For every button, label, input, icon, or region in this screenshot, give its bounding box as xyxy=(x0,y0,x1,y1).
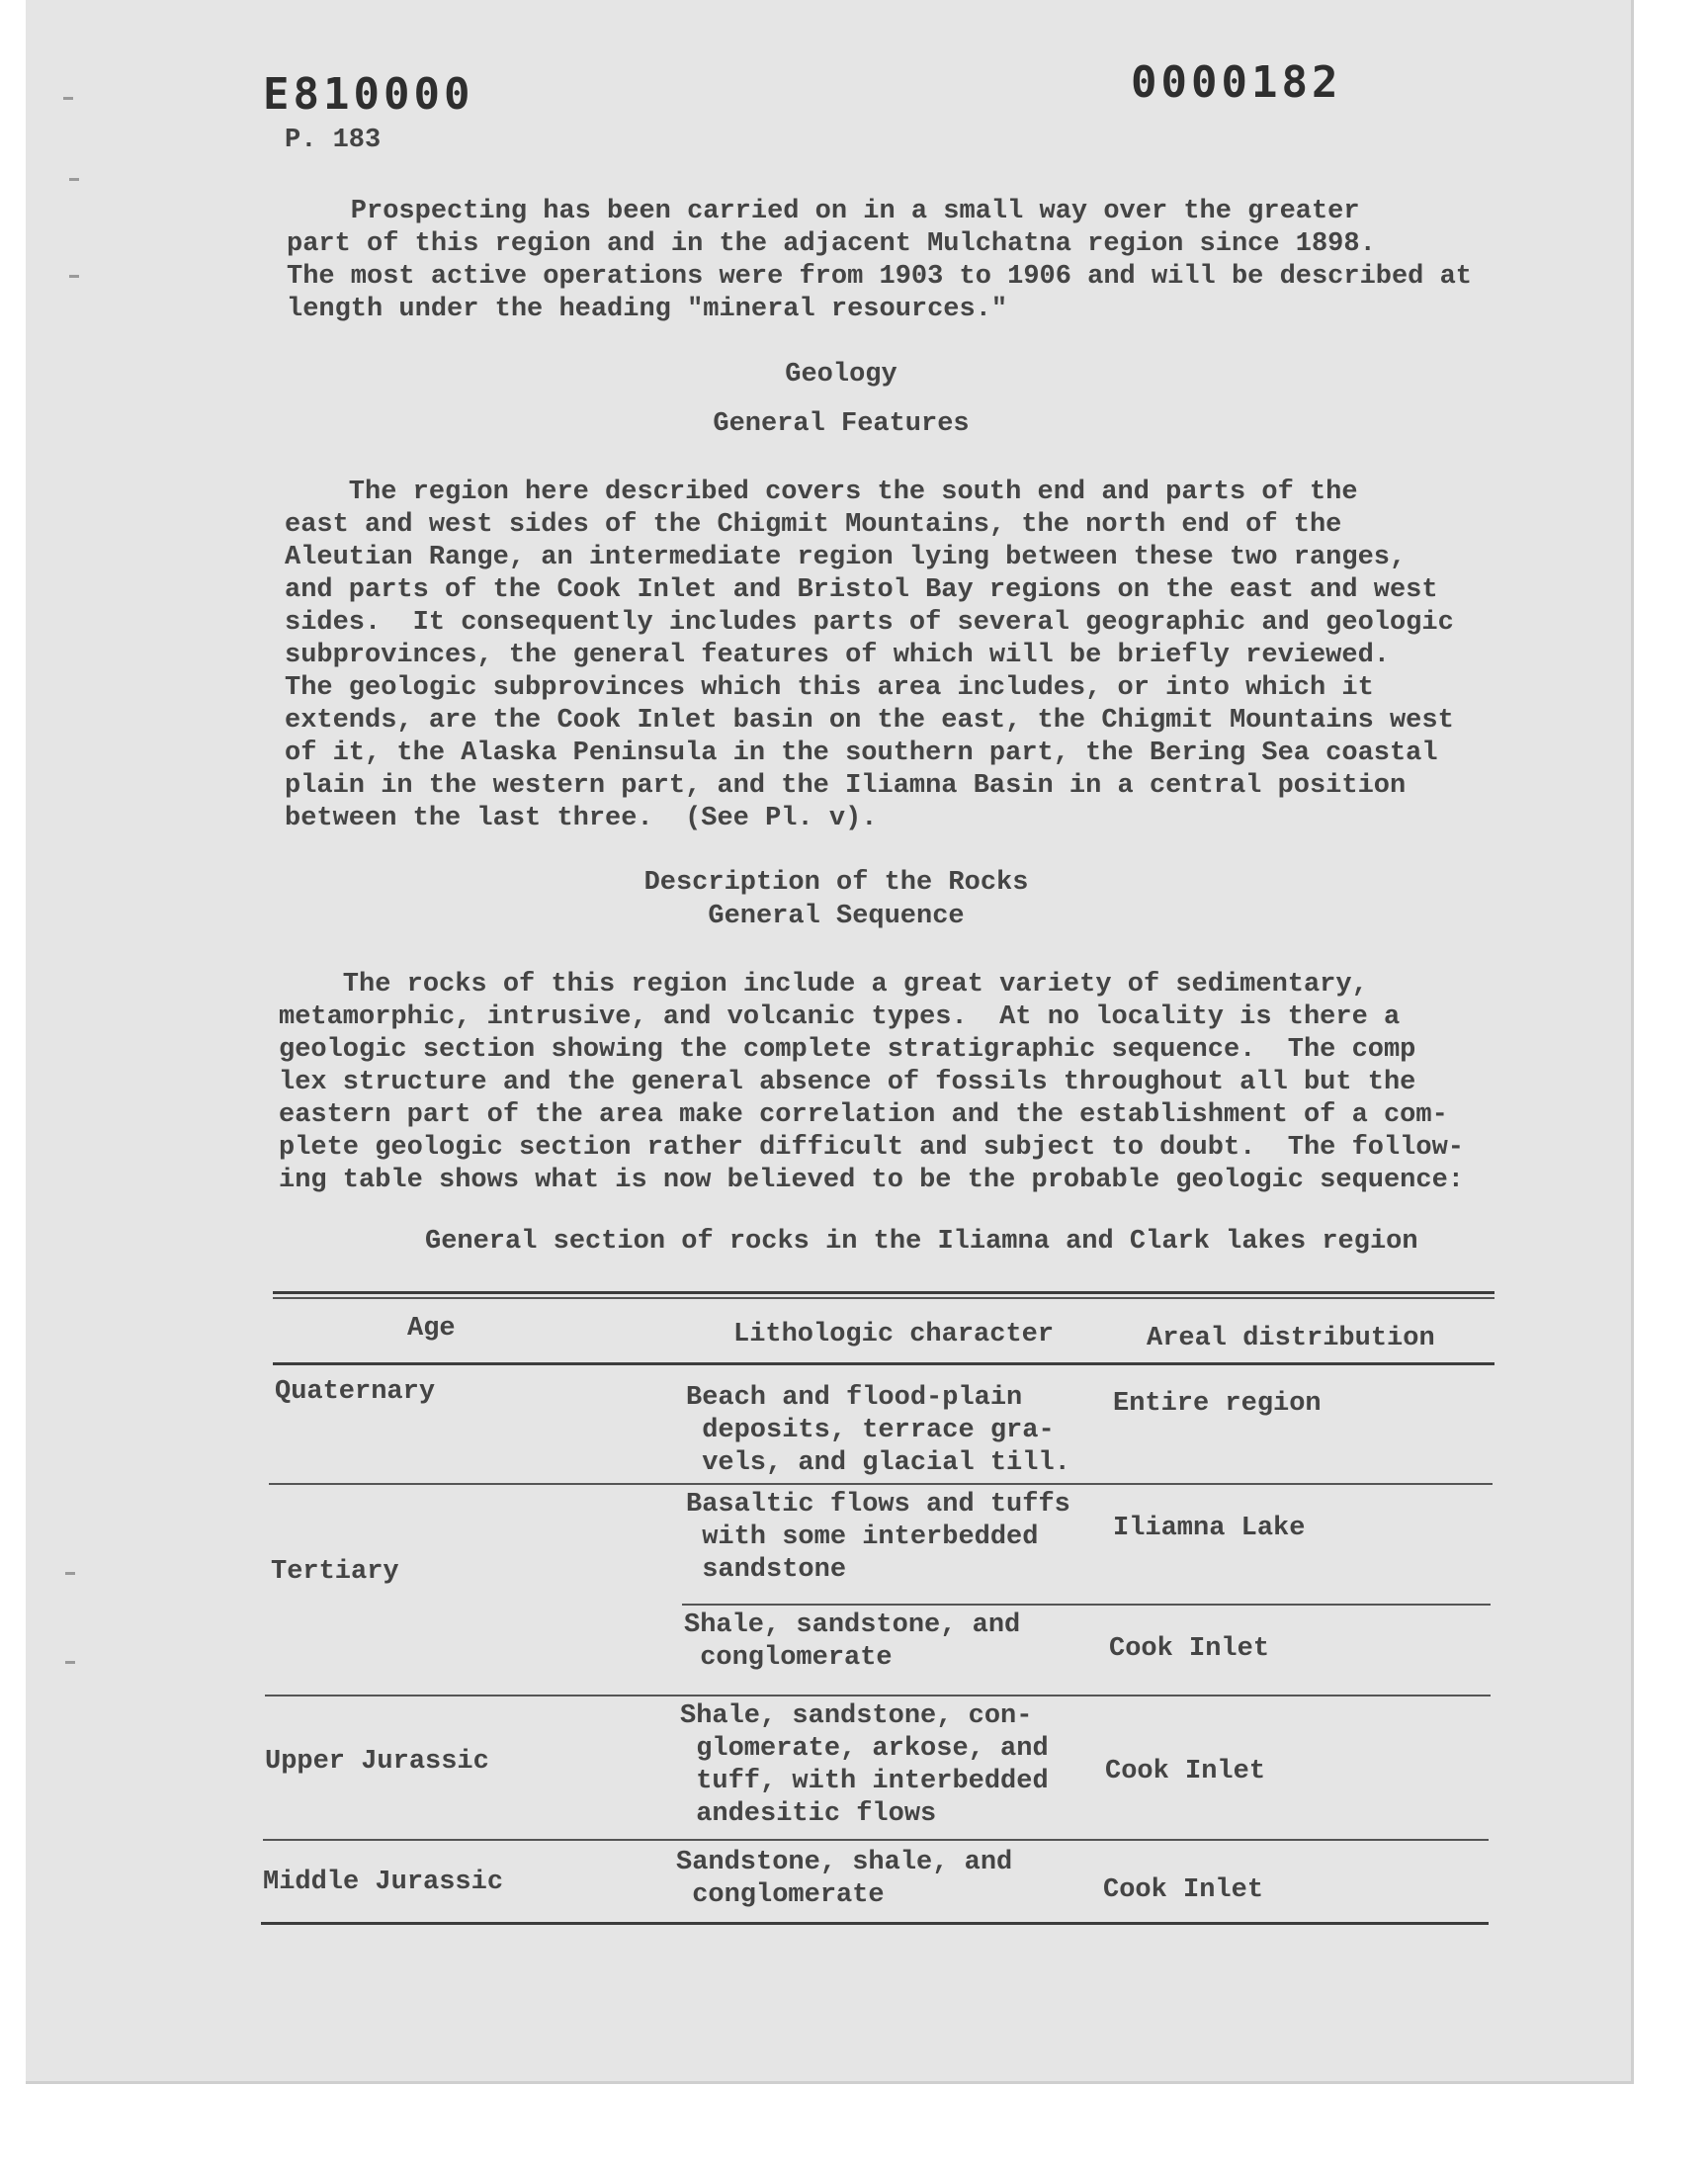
section-heading-geology: Geology xyxy=(785,360,897,390)
table-cell-lithology xyxy=(676,1847,1012,1912)
cell-line: andesitic flows xyxy=(680,1799,937,1829)
text-line: metamorphic, intrusive, and volcanic types. At no locality is there a xyxy=(279,1002,1401,1032)
cell-line: Shale, sandstone, and xyxy=(684,1610,1021,1640)
table-cell-lithology xyxy=(686,1489,1070,1587)
text-line: part of this region and in the adjacent Mulchatna region since 1898. xyxy=(287,229,1376,259)
archive-stamp-right: 0000182 xyxy=(1131,57,1342,108)
cell-line: conglomerate xyxy=(684,1643,893,1673)
edge-mark xyxy=(65,1661,75,1664)
text-line: and parts of the Cook Inlet and Bristol Bay regions on the east and west xyxy=(285,575,1438,605)
cell-line: Basaltic flows and tuffs xyxy=(686,1490,1070,1520)
text-line: plete geologic section rather difficult and subject to doubt. The follow- xyxy=(279,1133,1464,1163)
text-line: sides. It consequently includes parts of several geographic and geologic xyxy=(285,608,1454,638)
row-rule xyxy=(269,1483,1493,1485)
table-cell-lithology xyxy=(686,1382,1070,1480)
text-line: east and west sides of the Chigmit Mountains, the north end of the xyxy=(285,510,1342,540)
text-line: ing table shows what is now believed to be the probable geologic sequence: xyxy=(279,1166,1464,1195)
table-cell-lithology xyxy=(680,1700,1049,1831)
document-page xyxy=(26,0,1634,2084)
cell-line: conglomerate xyxy=(676,1880,885,1910)
text-line: geologic section showing the complete stratigraphic sequence. The comp xyxy=(279,1035,1416,1065)
table-cell-age: Middle Jurassic xyxy=(263,1868,504,1897)
text-line: Prospecting has been carried on in a small way over the greater xyxy=(287,197,1360,226)
text-line: The most active operations were from 1903 to 1906 and will be described at xyxy=(287,262,1472,292)
table-top-rule-double xyxy=(273,1297,1494,1299)
row-rule xyxy=(265,1695,1491,1696)
text-line: The rocks of this region include a great variety of sedimentary, xyxy=(279,970,1368,1000)
text-line: subprovinces, the general features of which will be briefly reviewed. xyxy=(285,641,1390,670)
column-header-distribution: Areal distribution xyxy=(1147,1324,1435,1353)
section-heading-general-features: General Features xyxy=(713,409,970,439)
text-line: length under the heading "mineral resources." xyxy=(287,295,1008,324)
text-line: The geologic subprovinces which this area includes, or into which it xyxy=(285,673,1374,703)
text-line: Aleutian Range, an intermediate region lying between these two ranges, xyxy=(285,543,1407,572)
text-line: of it, the Alaska Peninsula in the southern part, the Bering Sea coastal xyxy=(285,739,1438,768)
column-header-age: Age xyxy=(407,1314,456,1344)
cell-line: with some interbedded xyxy=(686,1522,1039,1552)
cell-line: Shale, sandstone, con- xyxy=(680,1701,1033,1731)
cell-line: glomerate, arkose, and xyxy=(680,1734,1049,1764)
edge-mark xyxy=(69,275,79,278)
edge-mark xyxy=(63,97,73,100)
cell-line: tuff, with interbedded xyxy=(680,1767,1049,1796)
text-line: The region here described covers the south end and parts of the xyxy=(285,478,1358,507)
table-cell-age: Upper Jurassic xyxy=(265,1747,489,1777)
section-heading-description: Description of the Rocks xyxy=(643,868,1029,898)
header-bottom-rule xyxy=(273,1362,1494,1365)
cell-line: deposits, terrace gra- xyxy=(686,1416,1055,1445)
edge-mark xyxy=(65,1572,75,1575)
archive-stamp-left: E810000 xyxy=(263,69,474,120)
row-rule xyxy=(682,1604,1491,1606)
row-rule xyxy=(263,1839,1489,1841)
table-bottom-rule xyxy=(261,1922,1489,1925)
page-number: P. 183 xyxy=(285,126,382,155)
table-cell-distribution: Cook Inlet xyxy=(1105,1757,1266,1786)
table-cell-distribution: Iliamna Lake xyxy=(1113,1514,1306,1543)
table-caption: General section of rocks in the Iliamna and Clark lakes region xyxy=(425,1227,1418,1257)
table-cell-distribution: Cook Inlet xyxy=(1103,1875,1264,1905)
text-line: plain in the western part, and the Iliamna Basin in a central position xyxy=(285,771,1407,801)
cell-line: Beach and flood-plain xyxy=(686,1383,1023,1413)
intro-paragraph xyxy=(287,196,1472,326)
rocks-paragraph xyxy=(279,969,1464,1197)
text-line: lex structure and the general absence of fossils throughout all but the xyxy=(279,1068,1416,1097)
text-line: extends, are the Cook Inlet basin on the east, the Chigmit Mountains west xyxy=(285,706,1454,736)
table-cell-age: Quaternary xyxy=(275,1377,436,1407)
general-features-paragraph xyxy=(285,477,1454,835)
section-heading-general-sequence: General Sequence xyxy=(708,902,965,931)
table-cell-lithology xyxy=(684,1610,1020,1675)
table-top-rule xyxy=(273,1291,1494,1294)
cell-line: Sandstone, shale, and xyxy=(676,1848,1013,1877)
table-cell-age: Tertiary xyxy=(271,1557,399,1587)
text-line: between the last three. (See Pl. v). xyxy=(285,804,878,833)
edge-mark xyxy=(69,178,79,181)
text-line: eastern part of the area make correlation and the establishment of a com- xyxy=(279,1100,1448,1130)
table-cell-distribution: Entire region xyxy=(1113,1389,1322,1419)
column-header-lithology: Lithologic character xyxy=(733,1320,1055,1349)
cell-line: vels, and glacial till. xyxy=(686,1448,1070,1478)
cell-line: sandstone xyxy=(686,1555,847,1585)
table-cell-distribution: Cook Inlet xyxy=(1109,1634,1270,1664)
